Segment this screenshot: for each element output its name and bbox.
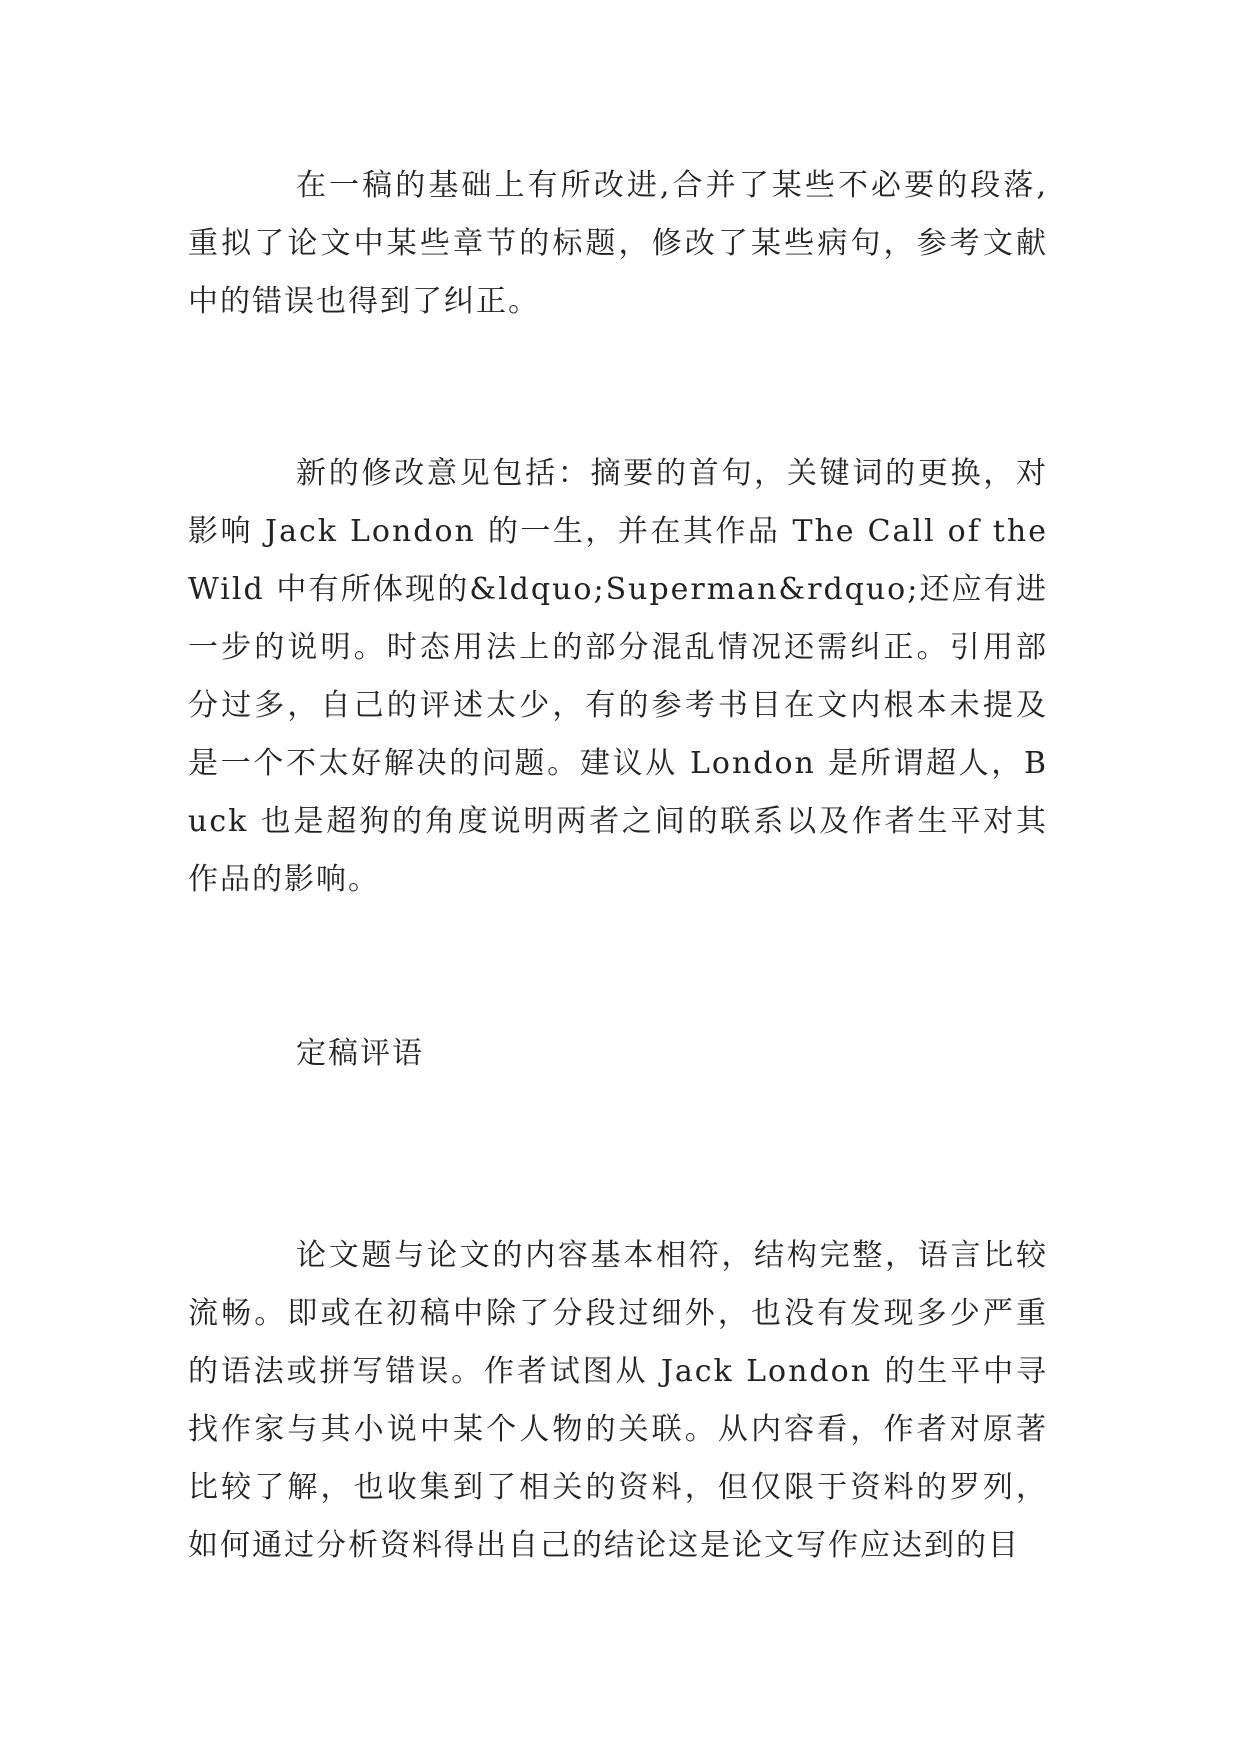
paragraph-revision-note: 在一稿的基础上有所改进,合并了某些不必要的段落,重拟了论文中某些章节的标题，修改了某些病句，参考文献中的错误也得到了纠正。 bbox=[188, 168, 1048, 319]
paragraph-new-suggestions: 新的修改意见包括：摘要的首句，关键词的更换，对影响 Jack London 的一生，并在其作品 The Call of the Wild 中有所体现的&ldquo;Superman&rdquo;还应有进一步的说明。时态用法上的部分混乱情况还需纠正。引用部分过多，自己的评述太少，有的参考书目在文内根本未提及是一个不太好解决的问题。建议从 London 是所谓超人，Buck 也是超狗的角度说明两者之间的联系以及作者生平对其作品的影响。 bbox=[188, 456, 1048, 897]
paragraph-final-comments: 论文题与论文的内容基本相符，结构完整，语言比较流畅。即或在初稿中除了分段过细外，也没有发现多少严重的语法或拼写错误。作者试图从 Jack London 的生平中寻找作家与其小说中某个人物的关联。从内容看，作者对原著比较了解，也收集到了相关的资料，但仅限于资料的罗列，如何通过分析资料得出自己的结论这是论文写作应达到的目 bbox=[188, 1238, 1048, 1563]
section-heading-final-comments: 定稿评语 bbox=[296, 1036, 424, 1071]
